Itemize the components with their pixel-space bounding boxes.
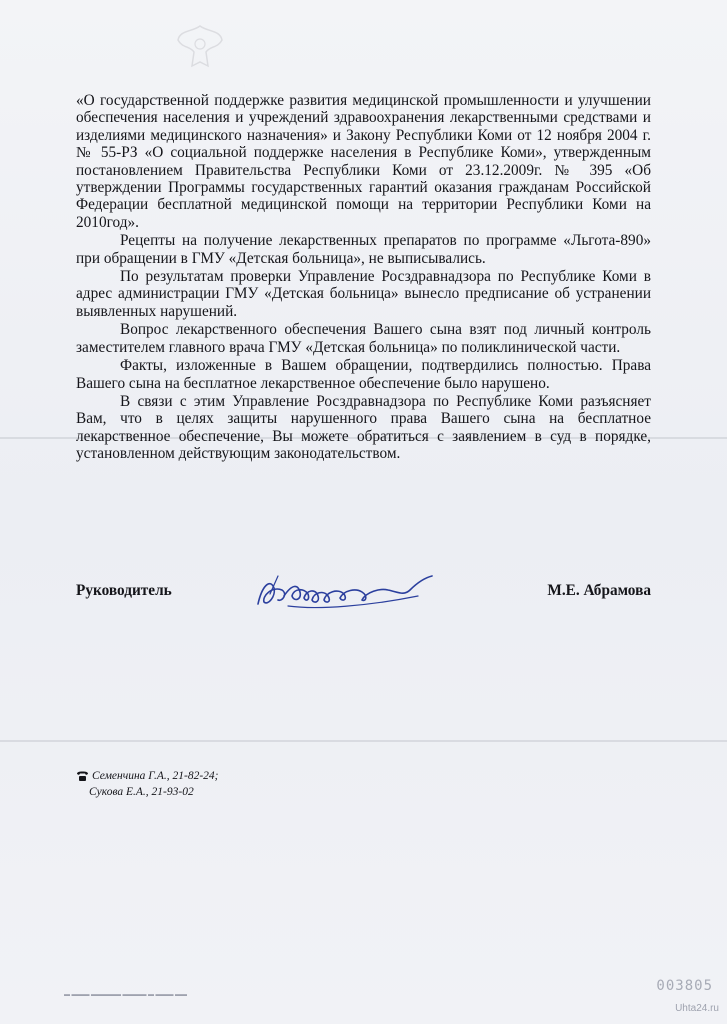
paragraph-facts-confirmed: Факты, изложенные в Вашем обращении, подтвердились полностью. Права Вашего сына на бесплатное лекарственное обеспечение было нарушено.	[76, 357, 651, 392]
signature-block	[76, 574, 651, 614]
paragraph-court-explanation: В связи с этим Управление Росздравнадзора по Республике Коми разъясняет Вам, что в целях защиты нарушенного права Вашего сына на бесплатное лекарственное обеспечение, Вы можете обратиться с заявлением в суд в порядке, установленном действующим законодательством.	[76, 392, 651, 463]
paragraph-inspection-results: По результатам проверки Управление Росздравнадзора по Республике Коми в адрес администрации ГМУ «Детская больница» вынесло предписание об устранении выявленных нарушений.	[76, 268, 651, 320]
footer-print-mark: ▬ ▬▬▬ ▬▬▬▬▬ ▬▬▬▬ ▬ ▬▬▬ ▬▬	[64, 992, 187, 998]
paragraph-prescriptions: Рецепты на получение лекарственных препаратов по программе «Льгота-890» при обращении в ГМУ «Детская больница», не выписывались.	[76, 232, 651, 267]
contact-line-1: Семенчина Г.А., 21-82-24;	[92, 770, 219, 782]
document-number: 003805	[656, 978, 713, 994]
contact-info	[76, 768, 218, 800]
paragraph-legal-references: «О государственной поддержке развития медицинской промышленности и улучшении обеспечения населения и учреждений здравоохранения лекарственными средствами и изделиями медицинского назначения» и Закону Республики Коми от 12 ноября 2004 г. № 55-РЗ «О социальной поддержке населения в Республике Коми», утвержденным постановлением Правительства Республики Коми от 23.12.2009г. № 395 «Об утверждении Программы государственных гарантий оказания гражданам Российской Федерации бесплатной медицинской помощи на территории Республики Коми на 2010год».	[76, 92, 651, 231]
coat-of-arms-emblem	[172, 22, 228, 72]
handwritten-signature	[248, 566, 448, 622]
paper-fold	[0, 740, 727, 742]
phone-icon	[76, 771, 89, 782]
letter-body	[76, 92, 651, 463]
paragraph-personal-control: Вопрос лекарственного обеспечения Вашего сына взят под личный контроль заместителем главного врача ГМУ «Детская больница» по поликлинической части.	[76, 321, 651, 356]
contact-line-2: Сукова Е.А., 21-93-02	[89, 786, 194, 798]
site-watermark: Uhta24.ru	[675, 1003, 719, 1014]
contact-row	[76, 768, 218, 784]
signatory-title: Руководитель	[76, 582, 172, 599]
signatory-name: М.Е. Абрамова	[547, 582, 651, 599]
contact-row	[76, 784, 218, 800]
